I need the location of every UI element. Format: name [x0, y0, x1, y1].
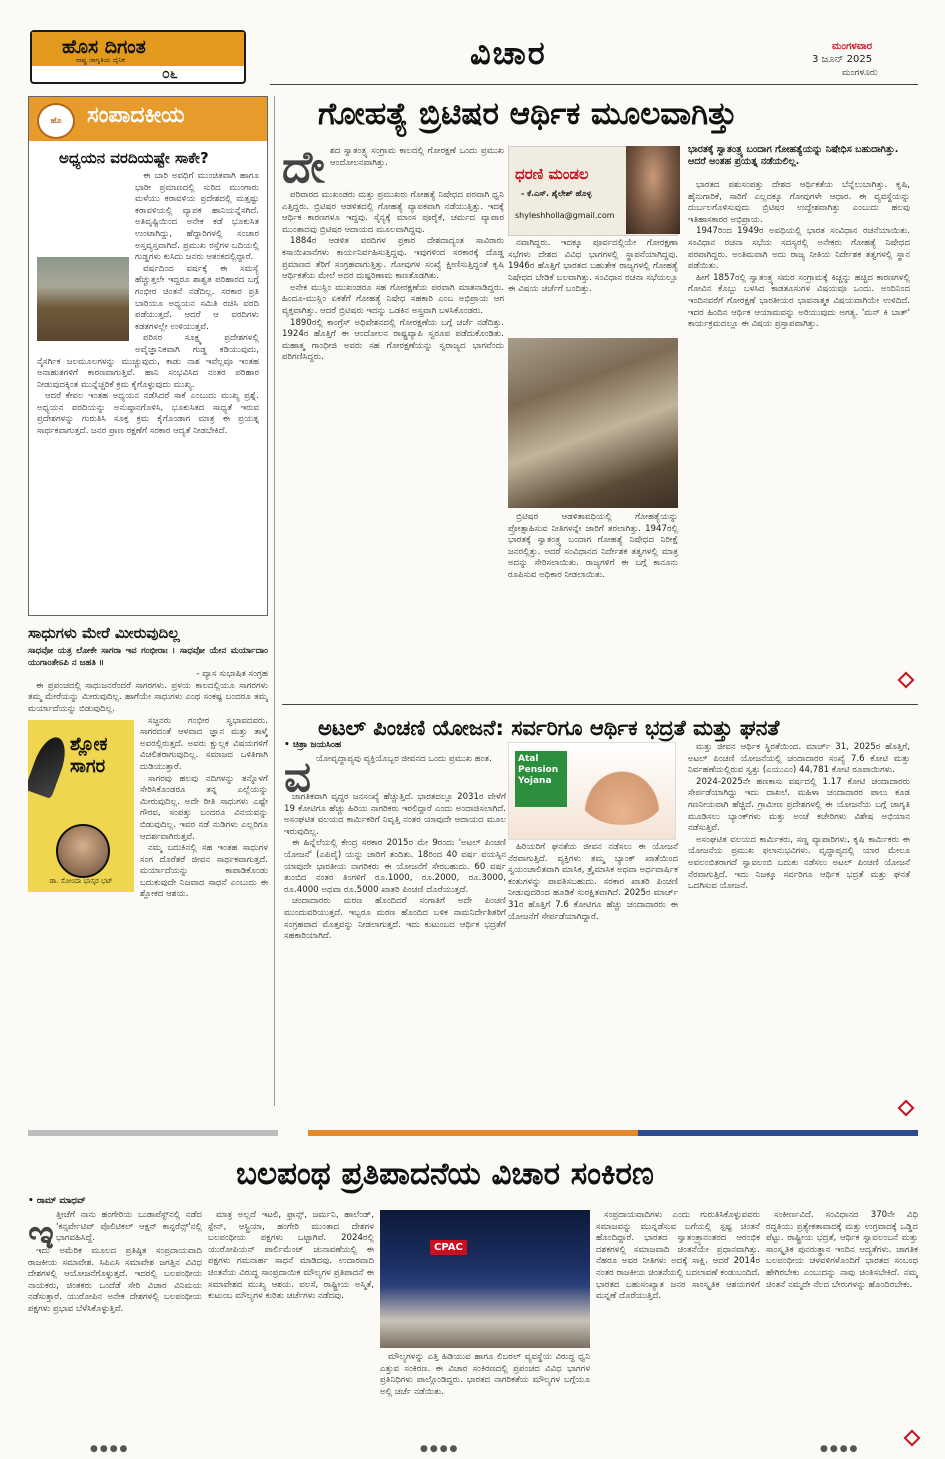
bottom-article-headline: ಬಲಪಂಥ ಪ್ರತಿಪಾದನೆಯ ವಿಚಾರ ಸಂಕಿರಣ	[236, 1156, 654, 1192]
bottom-paragraph: ಮಾತ್ರ ಅಲ್ಲದೆ ಇಟಲಿ, ಫ್ರಾನ್ಸ್, ಜರ್ಮನಿ, ಹಾಲೆಂಡ್, ಸ್ಪೇನ್, ಆಸ್ಟ್ರಿಯಾ, ಹಂಗೇರಿ ಮುಂತಾದ ದೇಶಗಳ ಬಲಪಂಥೀಯ ಪಕ್ಷಗಳು ಒಟ್ಟಾಗಿವೆ. 2024ರಲ್ಲಿ ಯುರೋಪಿಯನ್ ಪಾರ್ಲಿಮೆಂಟ್ ಚುನಾವಣೆಯಲ್ಲಿ ಈ ಪಕ್ಷಗಳು ಗಮನಾರ್ಹ ಸಾಧನೆ ಮಾಡಿದವು. ಉದಾರವಾದಿ ಚಿಂತನೆಯ ವಿರುದ್ಧ ಸಾಂಪ್ರದಾಯಿಕ ಮೌಲ್ಯಗಳ ಪ್ರತಿಪಾದನೆ ಈ ಸಮಾವೇಶದ ಮುಖ್ಯ ಆಶಯ. ವಲಸೆ, ರಾಷ್ಟ್ರೀಯ ಅಸ್ಮಿತೆ, ಕುಟುಂಬ ಮೌಲ್ಯಗಳ ಕುರಿತು ಚರ್ಚೆಗಳು ನಡೆದವು.	[208, 1210, 374, 1302]
main-article-column-2b	[508, 512, 678, 678]
main-paragraph: ಅನೇಕ ಮುಸ್ಲಿಂ ಮುಖಂಡರೂ ಸಹ ಗೋರಕ್ಷಣೆಯ ಪರವಾಗಿ ಮಾತನಾಡಿದ್ದರು. ಹಿಂದೂ-ಮುಸ್ಲಿಂ ಏಕತೆಗೆ ಗೋಹತ್ಯೆ ನಿಷೇಧ ಸಹಕಾರಿ ಎಂಬ ಅಭಿಪ್ರಾಯ ಆಗ ವ್ಯಕ್ತವಾಗಿತ್ತು. ಆದರೆ ಬ್ರಿಟಿಷರು ಇದನ್ನು ಒಡಕಿನ ಅಸ್ತ್ರವಾಗಿ ಬಳಸಿಕೊಂಡರು.	[282, 282, 504, 316]
landslide-photo	[37, 257, 129, 341]
main-article-intro	[330, 146, 504, 186]
columnist-avatar	[56, 824, 110, 878]
atal-pension-badge: Atal Pension Yojana	[515, 751, 567, 807]
edition-city: ಮಂಗಳೂರು	[842, 68, 878, 78]
bottom-article-column-5	[766, 1210, 918, 1442]
atal-pension-image	[508, 742, 676, 840]
main-paragraph: 1884ರ ಆಡಳಿತ ವರದಿಗಳ ಪ್ರಕಾರ ದೇಶದಾದ್ಯಂತ ಸಾವಿರಾರು ಕಸಾಯಿಖಾನೆಗಳು ಕಾರ್ಯನಿರ್ವಹಿಸುತ್ತಿದ್ದವು. ಇವುಗಳಿಂದ ಸರಕಾರಕ್ಕೆ ದೊಡ್ಡ ಪ್ರಮಾಣದ ತೆರಿಗೆ ಸಂಗ್ರಹವಾಗುತ್ತಿತ್ತು. ಗೋವುಗಳ ಸಂಖ್ಯೆ ಕ್ಷೀಣಿಸುತ್ತಿದ್ದಂತೆ ಕೃಷಿ ಆರ್ಥಿಕತೆಯ ಮೇಲೆ ಅದರ ದುಷ್ಪರಿಣಾಮ ಕಾಣತೊಡಗಿತು.	[282, 236, 504, 282]
atal-paragraph: ಮತ್ತು ಜೀವನ ಆರ್ಥಿಕ ಸ್ಥಿರತೆಯಿಂದ. ಮಾರ್ಚ್ 31, 2025ರ ಹೊತ್ತಿಗೆ, ಅಟಲ್ ಪಿಂಚಣಿ ಯೋಜನೆಯಲ್ಲಿ ಚಂದಾದಾರರ ಸಂಖ್ಯೆ 7.6 ಕೋಟಿ ಮತ್ತು ನಿರ್ವಹಣೆಯಲ್ಲಿರುವ ಸ್ವತ್ತು (ಎಯುಎಂ) 44,781 ಕೋಟಿ ರೂಪಾಯಿಗಳು.	[688, 742, 910, 776]
main-article-column-3	[688, 180, 910, 676]
header-rule	[270, 84, 918, 85]
atal-intro-line: ಯೋವೃದ್ಧಾಪ್ಯವು ವ್ಯಕ್ತಿಯೊಬ್ಬರ ಜೀವನದ ಒಂದು ಪ್ರಮುಖ ಹಂತ.	[316, 754, 492, 764]
main-paragraph: ಪರಿವಾರದ ಮುಖಂಡರು ಮತ್ತು ಪ್ರಮುಖರು ಗೋಹತ್ಯೆ ನಿಷೇಧದ ಪರವಾಗಿ ಧ್ವನಿ ಎತ್ತಿದ್ದರು. ಬ್ರಿಟಿಷರ ಆಡಳಿತದಲ್ಲಿ ಗೋಹತ್ಯೆ ವ್ಯಾಪಕವಾಗಿ ನಡೆಯುತ್ತಿತ್ತು. ಇದಕ್ಕೆ ಆರ್ಥಿಕ ಕಾರಣಗಳೂ ಇದ್ದವು. ಸೈನ್ಯಕ್ಕೆ ಮಾಂಸ ಪೂರೈಕೆ, ಚರ್ಮದ ವ್ಯಾಪಾರ ಮುಂತಾದವು ಬ್ರಿಟಿಷರ ಆದಾಯದ ಮೂಲವಾಗಿದ್ದವು.	[282, 190, 504, 235]
main-paragraph: ಭಾರತದ ಪಶುಸಂಪತ್ತು ದೇಶದ ಆರ್ಥಿಕತೆಯ ಬೆನ್ನೆಲುಬಾಗಿತ್ತು. ಕೃಷಿ, ಹೈನುಗಾರಿಕೆ, ಸಾರಿಗೆ ಎಲ್ಲದಕ್ಕೂ ಗೋವುಗಳೇ ಆಧಾರ. ಈ ವ್ಯವಸ್ಥೆಯನ್ನು ದುರ್ಬಲಗೊಳಿಸುವುದು ಬ್ರಿಟಿಷರ ಉದ್ದೇಶವಾಗಿತ್ತು ಎಂಬುದು ಹಲವು ಇತಿಹಾಸಕಾರರ ಅಭಿಪ್ರಾಯ.	[688, 180, 910, 225]
bottom-article-column-4	[596, 1210, 760, 1442]
main-paragraph: ಹೀಗೆ 1857ರಲ್ಲಿ ಸ್ವಾತಂತ್ರ್ಯ ಸಮರ ಸಂಗ್ರಾಮಕ್ಕೆ ಕಿಚ್ಚನ್ನು ಹಚ್ಚಿದ ಕಾರಣಗಳಲ್ಲಿ ಗೋವಿನ ಕೊಬ್ಬು ಬಳಸಿದ ಕಾಡತೂಸುಗಳ ವಿಷಯವೂ ಒಂದು. ಅಂದಿನಿಂದ ಇಂದಿನವರೆಗೆ ಗೋರಕ್ಷಣೆ ಭಾರತೀಯರ ಭಾವನಾತ್ಮಕ ವಿಷಯವಾಗಿಯೇ ಉಳಿದಿದೆ. ಇದರ ಹಿಂದಿನ ಆರ್ಥಿಕ ಆಯಾಮವನ್ನು ಅರಿಯುವುದು ಅಗತ್ಯ. 'ಮನ್ ಕಿ ಬಾತ್' ಕಾರ್ಯಕ್ರಮದಲ್ಲೂ ಈ ವಿಷಯ ಪ್ರಸ್ತಾಪವಾಗಿತ್ತು.	[688, 272, 910, 330]
atal-article-headline: ಅಟಲ್ ಪಿಂಚಣಿ ಯೋಜನೆ: ಸರ್ವರಿಗೂ ಆರ್ಥಿಕ ಭದ್ರತೆ ಮತ್ತು ಘನತೆ	[318, 716, 780, 740]
section-rule	[282, 704, 918, 705]
bottom-paragraph: ಮೌಲ್ಯಗಳನ್ನು ಎತ್ತಿ ಹಿಡಿಯುವ ಹಾಗೂ ಲಿಬರಲ್ ವ್ಯವಸ್ಥೆಯ ವಿರುದ್ಧ ಧ್ವನಿ ಎತ್ತುವ ಸಂಕಿರಣ. ಈ ವಿಚಾರ ಸಂಕಿರಣದಲ್ಲಿ ಪ್ರಪಂಚದ ವಿವಿಧ ಭಾಗಗಳ ಪ್ರತಿನಿಧಿಗಳು ಪಾಲ್ಗೊಂಡಿದ್ದರು. ಭಾರತದ ನಾಗರಿಕತೆಯ ಮೌಲ್ಯಗಳ ಬಗ್ಗೆಯೂ ಅಲ್ಲಿ ಚರ್ಚೆ ನಡೆಯಿತು.	[380, 1352, 590, 1397]
main-paragraph: 1890ರಲ್ಲಿ ಕಾಂಗ್ರೆಸ್ ಅಧಿವೇಶನದಲ್ಲಿ ಗೋರಕ್ಷಣೆಯ ಬಗ್ಗೆ ಚರ್ಚೆ ನಡೆದಿತ್ತು. 1924ರ ಹೊತ್ತಿಗೆ ಈ ಆಂದೋಲನ ರಾಷ್ಟ್ರವ್ಯಾಪಿ ಸ್ವರೂಪ ಪಡೆದುಕೊಂಡಿತು. ಮಹಾತ್ಮ ಗಾಂಧೀಜಿ ಅವರು ಸಹ ಗೋರಕ್ಷಣೆಯನ್ನು ಸ್ವರಾಜ್ಯದ ಭಾಗವೆಂದು ಪರಿಗಣಿಸಿದ್ದರು.	[282, 317, 504, 363]
bottom-paragraph: ಸಂಕೀರ್ಣವಿದೆ. ಸಂವಿಧಾನದ 370ನೇ ವಿಧಿ ರದ್ದತಿಯು ಪ್ರತ್ಯೇಕತಾವಾದಕ್ಕೆ ಮತ್ತು ಉಗ್ರವಾದಕ್ಕೆ ಒಡ್ಡಿದ ಪೆಟ್ಟು. ರಾಷ್ಟ್ರೀಯ ಭದ್ರತೆ, ಆರ್ಥಿಕ ಸ್ವಾವಲಂಬನೆ ಮತ್ತು ಸಾಂಸ್ಕೃತಿಕ ಪುನರುತ್ಥಾನ ಇಂದಿನ ಆದ್ಯತೆಗಳು. ಜಾಗತಿಕ ಬಲಪಂಥೀಯ ಚಳವಳಿಗಳೊಂದಿಗೆ ಭಾರತದ ಸಂಬಂಧ ಹೇಗಿರಬೇಕು ಎಂಬುದನ್ನು ನಾವು ಚಿಂತಿಸಬೇಕಿದೆ. ನಮ್ಮ ಚಿಂತನೆ ನಮ್ಮದೇ ನೆಲದ ಬೇರುಗಳನ್ನು ಹೊಂದಿರಬೇಕು.	[766, 1210, 918, 1290]
date: 3 ಜೂನ್ 2025	[812, 54, 873, 65]
hands-illustration	[579, 765, 665, 825]
bottom-article-column-2	[208, 1210, 374, 1442]
main-article-headline: ಗೋಹತ್ಯೆ ಬ್ರಿಟಿಷರ ಆರ್ಥಿಕ ಮೂಲವಾಗಿತ್ತು	[318, 96, 738, 132]
atal-paragraph: ಅಸಂಘಟಿತ ವಲಯದ ಕಾರ್ಮಿಕರು, ಸಣ್ಣ ವ್ಯಾಪಾರಿಗಳು, ಕೃಷಿ ಕಾರ್ಮಿಕರು ಈ ಯೋಜನೆಯ ಪ್ರಮುಖ ಫಲಾನುಭವಿಗಳು. ವೃದ್ಧಾಪ್ಯದಲ್ಲಿ ಯಾರ ಮೇಲೂ ಅವಲಂಬಿತರಾಗದೆ ಸ್ವಾವಲಂಬಿ ಬದುಕು ನಡೆಸಲು ಅಟಲ್ ಪಿಂಚಣಿ ಯೋಜನೆ ನೆರವಾಗುತ್ತಿದೆ. ಇದು ನಿಜಕ್ಕೂ ಸರ್ವರಿಗೂ ಆರ್ಥಿಕ ಭದ್ರತೆ ಮತ್ತು ಘನತೆ ಒದಗಿಸುವ ಯೋಜನೆ.	[688, 834, 910, 892]
bottom-article-column-3	[380, 1352, 590, 1442]
quill-icon	[28, 733, 71, 799]
verse-source: - ವ್ಯಾಸ ಸುಭಾಷಿತ ಸಂಗ್ರಹ	[196, 669, 268, 680]
editorial-box	[28, 96, 268, 616]
atal-article-intro	[316, 754, 506, 790]
atal-paragraph: ಜಾಗತಿಕವಾಗಿ ವೃದ್ಧರ ಜನಸಂಖ್ಯೆ ಹೆಚ್ಚುತ್ತಿದೆ. ಭಾರತದಲ್ಲೂ 2031ರ ವೇಳೆಗೆ 19 ಕೋಟಿಗೂ ಹೆಚ್ಚು ಹಿರಿಯ ನಾಗರಿಕರು ಇರಲಿದ್ದಾರೆ ಎಂದು ಅಂದಾಜಿಸಲಾಗಿದೆ. ಅಸಂಘಟಿತ ವಲಯದ ಕಾರ್ಮಿಕರಿಗೆ ನಿವೃತ್ತಿ ನಂತರ ಯಾವುದೇ ಆದಾಯದ ಮೂಲ ಇರುವುದಿಲ್ಲ.	[284, 792, 506, 837]
main-article-dropcap: ದೇ	[282, 142, 325, 193]
weekday: ಮಂಗಳವಾರ	[832, 41, 873, 52]
section-title: ವಿಚಾರ	[470, 34, 547, 72]
main-paragraph: ಬ್ರಿಟಿಷರ ಆಡಳಿತಾವಧಿಯಲ್ಲಿ ಗೋಹತ್ಯೆಯನ್ನು ಪ್ರೋತ್ಸಾಹಿಸುವ ನೀತಿಗಳನ್ನೇ ಜಾರಿಗೆ ತರಲಾಗಿತ್ತು. 1947ರಲ್ಲಿ ಭಾರತಕ್ಕೆ ಸ್ವಾತಂತ್ರ್ಯ ಬಂದಾಗ ಗೋಹತ್ಯೆ ನಿಷೇಧದ ನಿರೀಕ್ಷೆ ಜನರಲ್ಲಿತ್ತು. ಆದರೆ ಸಂವಿಧಾನದ ನಿರ್ದೇಶಕ ತತ್ವಗಳಲ್ಲಿ ಮಾತ್ರ ಅದನ್ನು ಸೇರಿಸಲಾಯಿತು. ರಾಜ್ಯಗಳಿಗೆ ಈ ಬಗ್ಗೆ ಕಾನೂನು ರೂಪಿಸುವ ಅಧಿಕಾರ ನೀಡಲಾಯಿತು.	[508, 512, 678, 580]
author-photo	[626, 146, 680, 234]
main-intro-line: ಶದ ಸ್ವಾತಂತ್ರ್ಯ ಸಂಗ್ರಾಮ ಕಾಲದಲ್ಲಿ ಗೋರಕ್ಷಣೆ ಒಂದು ಪ್ರಮುಖ ಆಂದೋಲನವಾಗಿತ್ತು.	[330, 146, 504, 168]
newspaper-logo[interactable]	[30, 30, 246, 84]
shloka-box-title: ಶ್ಲೋಕ ಸಾಗರ	[70, 733, 108, 777]
atal-article-column-2	[508, 842, 678, 1104]
main-article-pull-quote: ಭಾರತಕ್ಕೆ ಸ್ವಾತಂತ್ರ್ಯ ಬಂದಾಗ ಗೋಹತ್ಯೆಯನ್ನು ನಿಷೇಧಿಸ ಬಹುದಾಗಿತ್ತು. ಆದರೆ ಅಂತಹ ಪ್ರಯತ್ನ ನಡೆಯಲಿಲ್ಲ.	[688, 144, 899, 167]
print-registration-marks-icon: ●●●●	[820, 1444, 860, 1454]
column-name: ಧರಣಿ ಮಂಡಲ	[515, 165, 589, 183]
atal-paragraph: 2024-2025ನೇ ಹಣಕಾಸು ವರ್ಷದಲ್ಲಿ 1.17 ಕೋಟಿ ಚಂದಾದಾರರು ಸೇರ್ಪಡೆಯಾಗಿದ್ದು ಇದು ದಾಖಲೆ. ಮಹಿಳಾ ಚಂದಾದಾರರ ಪಾಲು ಕೂಡ ಗಣನೀಯವಾಗಿ ಹೆಚ್ಚಿದೆ. ಗ್ರಾಮೀಣ ಪ್ರದೇಶಗಳಲ್ಲಿ ಈ ಯೋಜನೆಯ ಬಗ್ಗೆ ಜಾಗೃತಿ ಮೂಡಿಸಲು ಬ್ಯಾಂಕ್‌ಗಳು ಮತ್ತು ಅಂಚೆ ಕಚೇರಿಗಳು ವಿಶೇಷ ಅಭಿಯಾನ ನಡೆಸುತ್ತಿವೆ.	[688, 776, 910, 834]
main-article-column-1	[282, 190, 504, 706]
main-article-column-2a	[508, 238, 678, 334]
column-divider	[274, 96, 275, 1106]
sayings-paragraph: ನಮ್ಮ ಬದುಕಿನಲ್ಲಿ ಸಹ ಇಂತಹ ಸಾಧುಗಳ ಸಂಗ ದೊರೆತರೆ ಜೀವನ ಸಾರ್ಥಕವಾಗುತ್ತದೆ. ಮರ್ಯಾದೆಯನ್ನು ಕಾಪಾಡಿಕೊಂಡು ಬದುಕುವುದೇ ನಿಜವಾದ ಸಾಧನೆ ಎಂಬುದು ಈ ಶ್ಲೋಕದ ಆಶಯ.	[140, 843, 268, 900]
main-paragraph: 1947ರಿಂದ 1949ರ ಅವಧಿಯಲ್ಲಿ ಭಾರತ ಸಂವಿಧಾನ ರಚನೆಯಾಯಿತು. ಸಂವಿಧಾನ ರಚನಾ ಸಭೆಯ ಸದಸ್ಯರಲ್ಲಿ ಅನೇಕರು ಗೋಹತ್ಯೆ ನಿಷೇಧದ ಪರವಾಗಿದ್ದರು. ಅಂತಿಮವಾಗಿ ಅದು ರಾಜ್ಯ ನೀತಿಯ ನಿರ್ದೇಶಕ ತತ್ವಗಳಲ್ಲಿ ಸ್ಥಾನ ಪಡೆಯಿತು.	[688, 226, 910, 272]
sayings-paragraph: ಈ ಪ್ರಪಂಚದಲ್ಲಿ ಸಾಧುಜನರೆಂದರೆ ಸಾಗರಗಳು. ಪ್ರಳಯ ಕಾಲದಲ್ಲಿಯೂ ಸಾಗರಗಳು ತಮ್ಮ ಮೇರೆಯನ್ನು ಮೀರುವುದಿಲ್ಲ. ಹಾಗೆಯೇ ಸಾಧುಗಳು ಎಂಥ ಸಂಕಷ್ಟ ಬಂದರೂ ತಮ್ಮ ಮರ್ಯಾದೆಯನ್ನು ಬಿಡುವುದಿಲ್ಲ.	[28, 680, 268, 714]
author-email[interactable]: shyleshholla@gmail.com	[515, 211, 615, 220]
main-paragraph: ನವಾಗಿದ್ದರು. ಇದಕ್ಕೂ ಪೂರ್ವದಲ್ಲಿಯೇ ಗೋರಕ್ಷಣಾ ಸಭೆಗಳು ದೇಶದ ವಿವಿಧ ಭಾಗಗಳಲ್ಲಿ ಸ್ಥಾಪನೆಯಾಗಿದ್ದವು. 1946ರ ಹೊತ್ತಿಗೆ ಭಾರತದ ಬಹುತೇಕ ರಾಜ್ಯಗಳಲ್ಲಿ ಗೋಹತ್ಯೆ ನಿಷೇಧದ ಬೇಡಿಕೆ ಬಲವಾಗಿತ್ತು. ಸಂವಿಧಾನ ರಚನಾ ಸಭೆಯಲ್ಲೂ ಈ ವಿಷಯ ಚರ್ಚೆಗೆ ಬಂದಿತ್ತು.	[508, 238, 678, 295]
page-number: ೦೬	[162, 66, 178, 82]
editorial-paragraph: ಈ ಬಾರಿ ಅವಧಿಗೆ ಮುಂಚಿತವಾಗಿ ಹಾಗೂ ಭಾರೀ ಪ್ರಮಾಣದಲ್ಲಿ ಸುರಿದ ಮುಂಗಾರು ಮಳೆಯು ಕರಾವಳಿಯ ಪ್ರದೇಶದಲ್ಲಿ ಮತ್ತಷ್ಟು ಕರಾವಳಿಯಲ್ಲಿ ವ್ಯಾಪಕ ಹಾನಿಯನ್ನೆಸಗಿದೆ. ಅತಿವೃಷ್ಟಿಯಿಂದ ಅನೇಕ ಕಡೆ ಭೂಕುಸಿತ ಉಂಟಾಗಿದ್ದು, ಹೆದ್ದಾರಿಗಳಲ್ಲಿ ಸಂಚಾರ ಅಸ್ತವ್ಯಸ್ತವಾಗಿದೆ. ಪ್ರಮುಖ ರಸ್ತೆಗಳ ಬದಿಯಲ್ಲಿ ಗುಡ್ಡಗಳು ಕುಸಿದು ಜನರು ಆತಂಕದಲ್ಲಿದ್ದಾರೆ.	[135, 171, 259, 263]
bottom-article-column-1	[28, 1246, 202, 1442]
editorial-paragraph: ಆದರೆ ಕೇವಲ ಇಂತಹ ಅಧ್ಯಯನ ನಡೆಸಿದರೆ ಸಾಕೆ ಎಂಬುದು ಮುಖ್ಯ ಪ್ರಶ್ನೆ. ಅಧ್ಯಯನ ವರದಿಯನ್ನು ಅನುಷ್ಠಾನಗೊಳಿಸಿ, ಭೂಕುಸಿತದ ಸಾಧ್ಯತೆ ಇರುವ ಪ್ರದೇಶಗಳನ್ನು ಗುರುತಿಸಿ ಸೂಕ್ತ ಕ್ರಮ ಕೈಗೊಂಡಾಗ ಮಾತ್ರ ಈ ಪ್ರಯತ್ನ ಸಾರ್ಥಕವಾಗುತ್ತದೆ. ಜನರ ಪ್ರಾಣ ರಕ್ಷಣೆಗೆ ಸರಕಾರ ಆದ್ಯತೆ ನೀಡಬೇಕಿದೆ.	[37, 391, 259, 437]
date-block	[812, 40, 872, 66]
author-name: - ಕೆ.ಎಸ್. ಶೈಲೇಶ್ ಹೊಳ್ಳ	[521, 189, 592, 198]
bottom-paragraph: ಇದು ಅಮೆರಿಕ ಮೂಲದ ಪ್ರತಿಷ್ಠಿತ ಸಂಪ್ರದಾಯವಾದಿ ರಾಜಕೀಯ ಸಮಾವೇಶ. ಸಿಪಿಎಸಿ ಸಮಾವೇಶ ಜಗತ್ತಿನ ವಿವಿಧ ದೇಶಗಳಲ್ಲಿ ಆಯೋಜನೆಗೊಳ್ಳುತ್ತದೆ. ಇದರಲ್ಲಿ ಬಲಪಂಥೀಯ ನಾಯಕರು, ಚಿಂತಕರು ಒಂದೆಡೆ ಸೇರಿ ವಿಚಾರ ವಿನಿಮಯ ನಡೆಸುತ್ತಾರೆ. ಯುರೋಪಿನ ಅನೇಕ ದೇಶಗಳಲ್ಲಿ ಬಲಪಂಥೀಯ ಪಕ್ಷಗಳು ಪ್ರಭಾವ ಬೆಳೆಸಿಕೊಳ್ಳುತ್ತಿವೆ.	[28, 1246, 202, 1314]
editorial-headline: ಅಧ್ಯಯನ ವರದಿಯಷ್ಟೇ ಸಾಕೇ?	[59, 149, 209, 167]
editorial-paragraph: ಪರಿಸರ ಸೂಕ್ಷ್ಮ ಪ್ರದೇಶಗಳಲ್ಲಿ ಅವೈಜ್ಞಾನಿಕವಾಗಿ ಗುಡ್ಡ ಕಡಿಯುವುದು, ನೈಸರ್ಗಿಕ ಜಲಮೂಲಗಳನ್ನು ಮುಚ್ಚುವುದು, ಕಾಡು ನಾಶ ಇವೆಲ್ಲವೂ ಇಂತಹ ಅನಾಹುತಗಳಿಗೆ ಕಾರಣವಾಗುತ್ತಿವೆ. ಹಾನಿ ಸಂಭವಿಸಿದ ನಂತರ ಪರಿಹಾರ ನೀಡುವುದಕ್ಕಿಂತ ಮುನ್ನೆಚ್ಚರಿಕೆ ಕ್ರಮ ಕೈಗೊಳ್ಳುವುದು ಮುಖ್ಯ.	[37, 333, 259, 390]
sanskrit-verse: ಸಾಧವೋ ಯತ್ರ ಲೋಕೇ ಸಾಗರಾ ಇವ ಗಂಭೀರಾಃ । ಸಾಧವೋ ಯೇನ ಮರ್ಯಾದಾಂ ಯುಗಾಂತೇಽಪಿ ನ ಜಹತಿ ॥	[28, 646, 268, 668]
atal-paragraph: ಹಿರಿಯರಿಗೆ ಘನತೆಯ ಜೀವನ ನಡೆಸಲು ಈ ಯೋಜನೆ ನೆರವಾಗುತ್ತಿದೆ. ವ್ಯಕ್ತಿಗಳು ತಮ್ಮ ಬ್ಯಾಂಕ್ ಖಾತೆಯಿಂದ ಸ್ವಯಂಚಾಲಿತವಾಗಿ ಮಾಸಿಕ, ತ್ರೈಮಾಸಿಕ ಅಥವಾ ಅರ್ಧವಾರ್ಷಿಕ ಕಂತುಗಳನ್ನು ಪಾವತಿಸಬಹುದು. ಸರಕಾರ ಖಾತರಿ ಪಿಂಚಣಿ ನೀಡುವುದರಿಂದ ಹೂಡಿಕೆ ಸುರಕ್ಷಿತವಾಗಿದೆ. 2025ರ ಮಾರ್ಚ್ 31ರ ಹೊತ್ತಿಗೆ 7.6 ಕೋಟಿಗೂ ಹೆಚ್ಚು ಚಂದಾದಾರರು ಈ ಯೋಜನೆಗೆ ಸೇರ್ಪಡೆಯಾಗಿದ್ದಾರೆ.	[508, 842, 678, 922]
atal-article-column-1	[284, 792, 506, 1104]
sayings-body	[28, 646, 268, 1102]
bottom-article-intro	[56, 1210, 202, 1246]
shloka-sagara-box	[28, 720, 134, 892]
logo-text: ಹೊಸ ದಿಗಂತ	[62, 36, 146, 58]
stage-sign: CPAC	[430, 1240, 467, 1255]
atal-paragraph: ಈ ಹಿನ್ನೆಲೆಯಲ್ಲಿ ಕೇಂದ್ರ ಸರಕಾರ 2015ರ ಮೇ 9ರಂದು 'ಅಟಲ್ ಪಿಂಚಣಿ ಯೋಜನೆ' (ಎಪಿವೈ) ಯನ್ನು ಜಾರಿಗೆ ತಂದಿತು. 18ರಿಂದ 40 ವರ್ಷ ವಯಸ್ಸಿನ ಯಾವುದೇ ಭಾರತೀಯ ನಾಗರಿಕರು ಈ ಯೋಜನೆಗೆ ಸೇರಬಹುದು. 60 ವರ್ಷ ತುಂಬಿದ ನಂತರ ತಿಂಗಳಿಗೆ ರೂ.1000, ರೂ.2000, ರೂ.3000, ರೂ.4000 ಅಥವಾ ರೂ.5000 ಖಾತರಿ ಪಿಂಚಣಿ ದೊರೆಯುತ್ತದೆ.	[284, 838, 506, 895]
logo-tagline: ರಾಷ್ಟ್ರ ಜಾಗೃತಿಯ ದೈನಿಕ	[76, 56, 125, 64]
columnist-name: ಡಾ. ಸೋಂದಾ ಭಾಸ್ಕರ ಭಟ್	[49, 876, 113, 885]
bottom-intro-line: ತ್ತೀಚೆಗೆ ನಾನು ಹಂಗೇರಿಯ ಬುಡಾಪೆಸ್ಟ್‌ನಲ್ಲಿ ನಡೆದ 'ಕನ್ಸರ್ವೇಟಿವ್ ಪೊಲಿಟಿಕಲ್ ಆಕ್ಷನ್ ಕಾನ್ಫರೆನ್ಸ್'ನಲ್ಲಿ ಭಾಗವಹಿಸಿದ್ದೆ.	[56, 1210, 202, 1244]
atal-article-author: • ಚಿತ್ರಾ ಜಯಸಿಂಹ	[284, 740, 342, 750]
section-color-strip	[28, 1130, 918, 1136]
cattle-photo	[508, 338, 678, 508]
print-registration-marks-icon: ●●●●	[420, 1444, 460, 1454]
sayings-paragraph: ಸಜ್ಜನರು ಗಂಭೀರ ಸ್ವಭಾವದವರು. ಸಾಗರದಂತೆ ಆಳವಾದ ಜ್ಞಾನ ಮತ್ತು ತಾಳ್ಮೆ ಅವರಲ್ಲಿರುತ್ತದೆ. ಅವರು ಕ್ಷುಲ್ಲಕ ವಿಷಯಗಳಿಗೆ ವಿಚಲಿತರಾಗುವುದಿಲ್ಲ. ಸಮಾಜದ ಒಳಿತಿಗಾಗಿ ದುಡಿಯುತ್ತಾರೆ.	[140, 715, 268, 772]
editorial-banner-label: ಸಂಪಾದಕೀಯ	[87, 103, 185, 128]
editorial-banner	[29, 97, 267, 141]
editorial-paragraph: ವರ್ಷದಿಂದ ವರ್ಷಕ್ಕೆ ಈ ಸಮಸ್ಯೆ ಹೆಚ್ಚುತ್ತಲೇ ಇದ್ದರೂ ಶಾಶ್ವತ ಪರಿಹಾರದ ಬಗ್ಗೆ ಗಂಭೀರ ಚಿಂತನೆ ನಡೆದಿಲ್ಲ. ಸರಕಾರ ಪ್ರತಿ ಬಾರಿಯೂ ಅಧ್ಯಯನ ಸಮಿತಿ ರಚಿಸಿ ವರದಿ ಪಡೆಯುತ್ತದೆ. ಆದರೆ ಆ ವರದಿಗಳು ಕಡತಗಳಲ್ಲೇ ಉಳಿಯುತ್ತವೆ.	[135, 263, 259, 332]
atal-article-column-3	[688, 742, 910, 1104]
newspaper-emblem-icon: ಹೊ	[37, 103, 75, 139]
bottom-article-author: • ರಾಮ್ ಮಾಧವ್	[28, 1196, 86, 1206]
bottom-paragraph: ಸಂಪ್ರದಾಯವಾದಿಗಳು ಎಂದು ಗುರುತಿಸಿಕೊಳ್ಳುವವರು ಸಮಾಜವನ್ನು ಮುನ್ನಡೆಸುವ ಬಗೆಯಲ್ಲಿ ಸ್ಪಷ್ಟ ಚಿಂತನೆ ಹೊಂದಿದ್ದಾರೆ. ಭಾರತದ ಸ್ವಾತಂತ್ರ್ಯಾನಂತರದ ಆರಂಭಿಕ ದಶಕಗಳಲ್ಲಿ ಸಮಾಜವಾದಿ ಚಿಂತನೆಯೇ ಪ್ರಧಾನವಾಗಿತ್ತು. ನೆಹರೂ ಅವರ ನೀತಿಗಳು ಅದಕ್ಕೆ ಸಾಕ್ಷಿ. ಆದರೆ 2014ರ ನಂತರ ರಾಜಕೀಯ ಚಿಂತನೆಯಲ್ಲಿ ಬದಲಾವಣೆ ಕಂಡುಬಂದಿದೆ. ಭಾರತದ ಬಹುಸಂಖ್ಯಾತ ಜನರ ಸಾಂಸ್ಕೃತಿಕ ಆಶಯಗಳಿಗೆ ಮನ್ನಣೆ ದೊರೆಯುತ್ತಿದೆ.	[596, 1210, 760, 1302]
print-registration-marks-icon: ●●●●	[90, 1444, 130, 1454]
conference-stage-photo	[380, 1210, 590, 1348]
masthead	[0, 0, 945, 86]
atal-paragraph: ಚಂದಾದಾರರು ಮರಣ ಹೊಂದಿದರೆ ಸಂಗಾತಿಗೆ ಅದೇ ಪಿಂಚಣಿ ಮುಂದುವರಿಯುತ್ತದೆ. ಇಬ್ಬರೂ ಮರಣ ಹೊಂದಿದ ಬಳಿಕ ನಾಮನಿರ್ದೇಶಿತರಿಗೆ ಸಂಗ್ರಹವಾದ ಮೊತ್ತವನ್ನು ನೀಡಲಾಗುತ್ತದೆ. ಇದು ಕುಟುಂಬದ ಆರ್ಥಿಕ ಭದ್ರತೆಗೆ ಸಹಕಾರಿಯಾಗಿದೆ.	[284, 896, 506, 942]
bottom-article-dropcap: ಇ	[28, 1212, 54, 1258]
sayings-paragraph: ಸಾಗರವು ಹಲವು ನದಿಗಳನ್ನು ತನ್ನೊಳಗೆ ಸೇರಿಸಿಕೊಂಡರೂ ತನ್ನ ಎಲ್ಲೆಯನ್ನು ಮೀರುವುದಿಲ್ಲ. ಅದೇ ರೀತಿ ಸಾಧುಗಳು ಎಷ್ಟೇ ಗೌರವ, ಸಂಪತ್ತು ಬಂದರೂ ವಿನಯವನ್ನು ಬಿಡುವುದಿಲ್ಲ. ಇವರ ನಡೆ ನುಡಿಗಳು ಎಲ್ಲರಿಗೂ ಆದರ್ಶವಾಗಿರುತ್ತವೆ.	[140, 773, 268, 842]
sayings-headline: ಸಾಧುಗಳು ಮೇರೆ ಮೀರುವುದಿಲ್ಲ	[28, 624, 180, 642]
editorial-body	[37, 171, 259, 611]
atal-article-dropcap: ವ	[284, 752, 311, 801]
